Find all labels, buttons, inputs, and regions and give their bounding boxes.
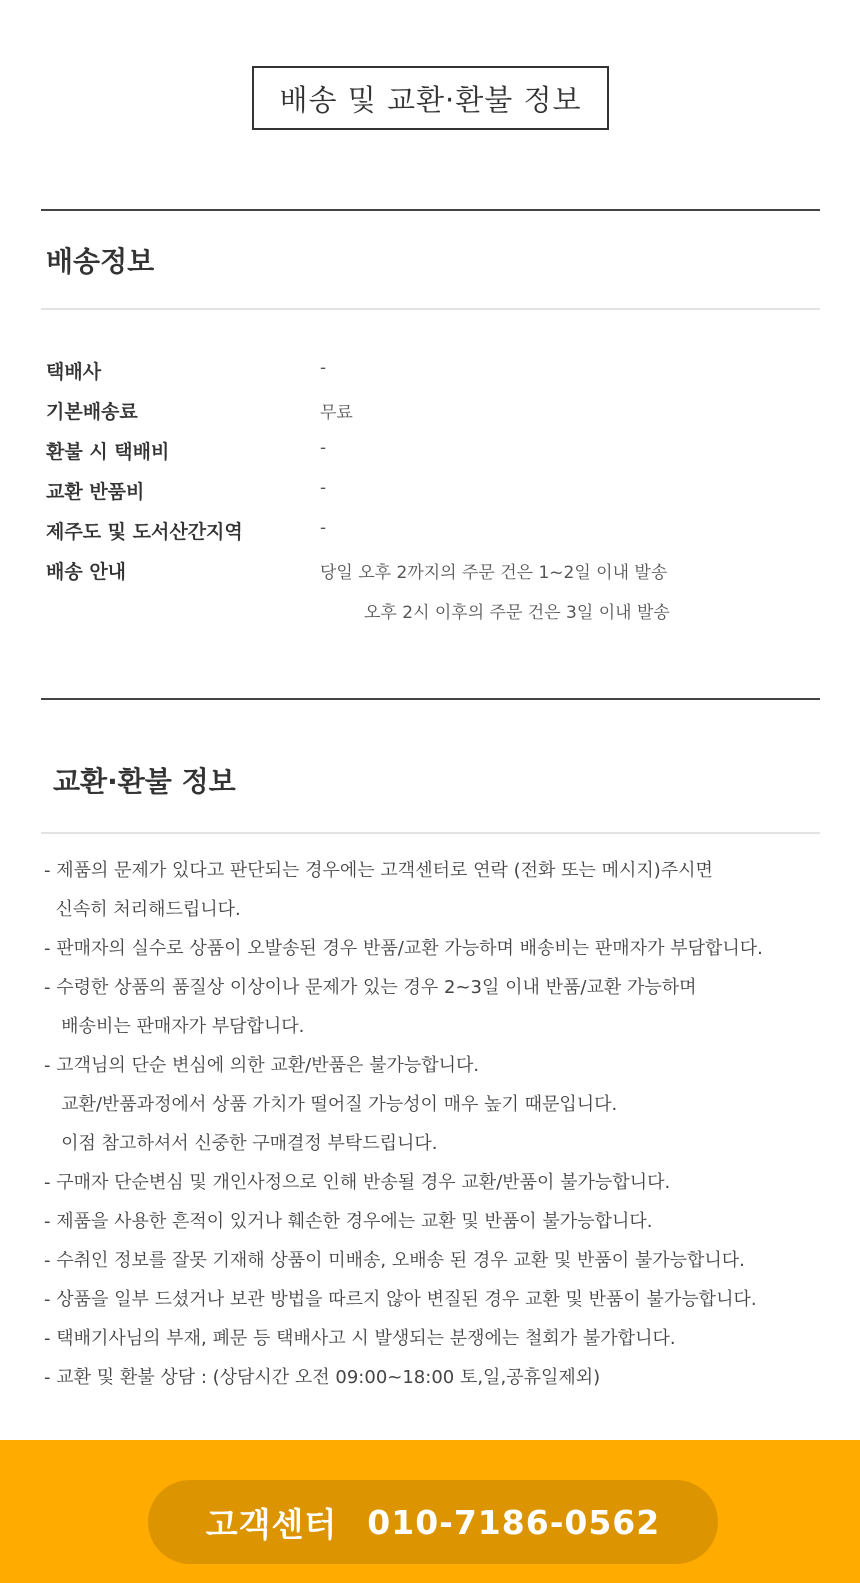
note-line: 이점 참고하셔서 신중한 구매결정 부탁드립니다. xyxy=(44,1133,438,1154)
page-title: 배송 및 교환·환불 정보 xyxy=(252,66,609,130)
exchange-return-fee-label: 교환 반품비 xyxy=(46,481,145,503)
note-line: - 판매자의 실수로 상품이 오발송된 경우 반품/교환 가능하며 배송비는 판매자가 부담합니다. xyxy=(44,938,763,959)
note-line: - 제품의 문제가 있다고 판단되는 경우에는 고객센터로 연락 (전화 또는 메시지)주시면 xyxy=(44,860,713,881)
remote-area-label: 제주도 및 도서산간지역 xyxy=(46,521,243,543)
shipping-guide-value-line2: 오후 2시 이후의 주문 건은 3일 이내 발송 xyxy=(364,603,670,623)
refund-shipping-value: - xyxy=(320,438,327,458)
note-line: 교환/반품과정에서 상품 가치가 떨어질 가능성이 매우 높기 때문입니다. xyxy=(44,1094,618,1115)
courier-label: 택배사 xyxy=(46,361,102,383)
customer-center-phone: 010-7186-0562 xyxy=(367,1502,661,1542)
note-line: 신속히 처리해드립니다. xyxy=(44,899,241,920)
exchange-notes xyxy=(44,851,844,1397)
section-divider xyxy=(41,308,820,310)
section-divider xyxy=(41,832,820,834)
note-line: - 고객님의 단순 변심에 의한 교환/반품은 불가능합니다. xyxy=(44,1055,480,1076)
footer-banner xyxy=(0,1440,860,1583)
customer-center-call-button[interactable] xyxy=(148,1480,718,1564)
base-shipping-fee-value: 무료 xyxy=(320,403,353,423)
courier-value: - xyxy=(320,358,327,378)
note-line: 배송비는 판매자가 부담합니다. xyxy=(44,1016,305,1037)
exchange-section-title: 교환·환불 정보 xyxy=(53,765,236,798)
remote-area-value: - xyxy=(320,518,327,538)
shipping-guide-value: 당일 오후 2까지의 주문 건은 1~2일 이내 발송 xyxy=(320,563,668,583)
section-divider xyxy=(41,209,820,211)
note-line: - 구매자 단순변심 및 개인사정으로 인해 반송될 경우 교환/반품이 불가능합니다. xyxy=(44,1172,671,1193)
note-line: - 수령한 상품의 품질상 이상이나 문제가 있는 경우 2~3일 이내 반품/교환 가능하며 xyxy=(44,977,697,998)
note-line: - 제품을 사용한 흔적이 있거나 훼손한 경우에는 교환 및 반품이 불가능합니다. xyxy=(44,1211,653,1232)
shipping-section-title: 배송정보 xyxy=(46,245,155,278)
note-line: - 택배기사님의 부재, 폐문 등 택배사고 시 발생되는 분쟁에는 철회가 불가합니다. xyxy=(44,1328,676,1349)
exchange-return-fee-value: - xyxy=(320,478,327,498)
note-line: - 수취인 정보를 잘못 기재해 상품이 미배송, 오배송 된 경우 교환 및 반품이 불가능합니다. xyxy=(44,1250,745,1271)
refund-shipping-label: 환불 시 택배비 xyxy=(46,441,170,463)
customer-center-label: 고객센터 xyxy=(205,1504,338,1544)
base-shipping-fee-label: 기본배송료 xyxy=(46,401,138,423)
note-line: - 상품을 일부 드셨거나 보관 방법을 따르지 않아 변질된 경우 교환 및 반품이 불가능합니다. xyxy=(44,1289,757,1310)
shipping-guide-label: 배송 안내 xyxy=(46,561,127,583)
section-divider xyxy=(41,698,820,700)
note-line: - 교환 및 환불 상담 : (상담시간 오전 09:00~18:00 토,일,공휴일제외) xyxy=(44,1367,601,1388)
